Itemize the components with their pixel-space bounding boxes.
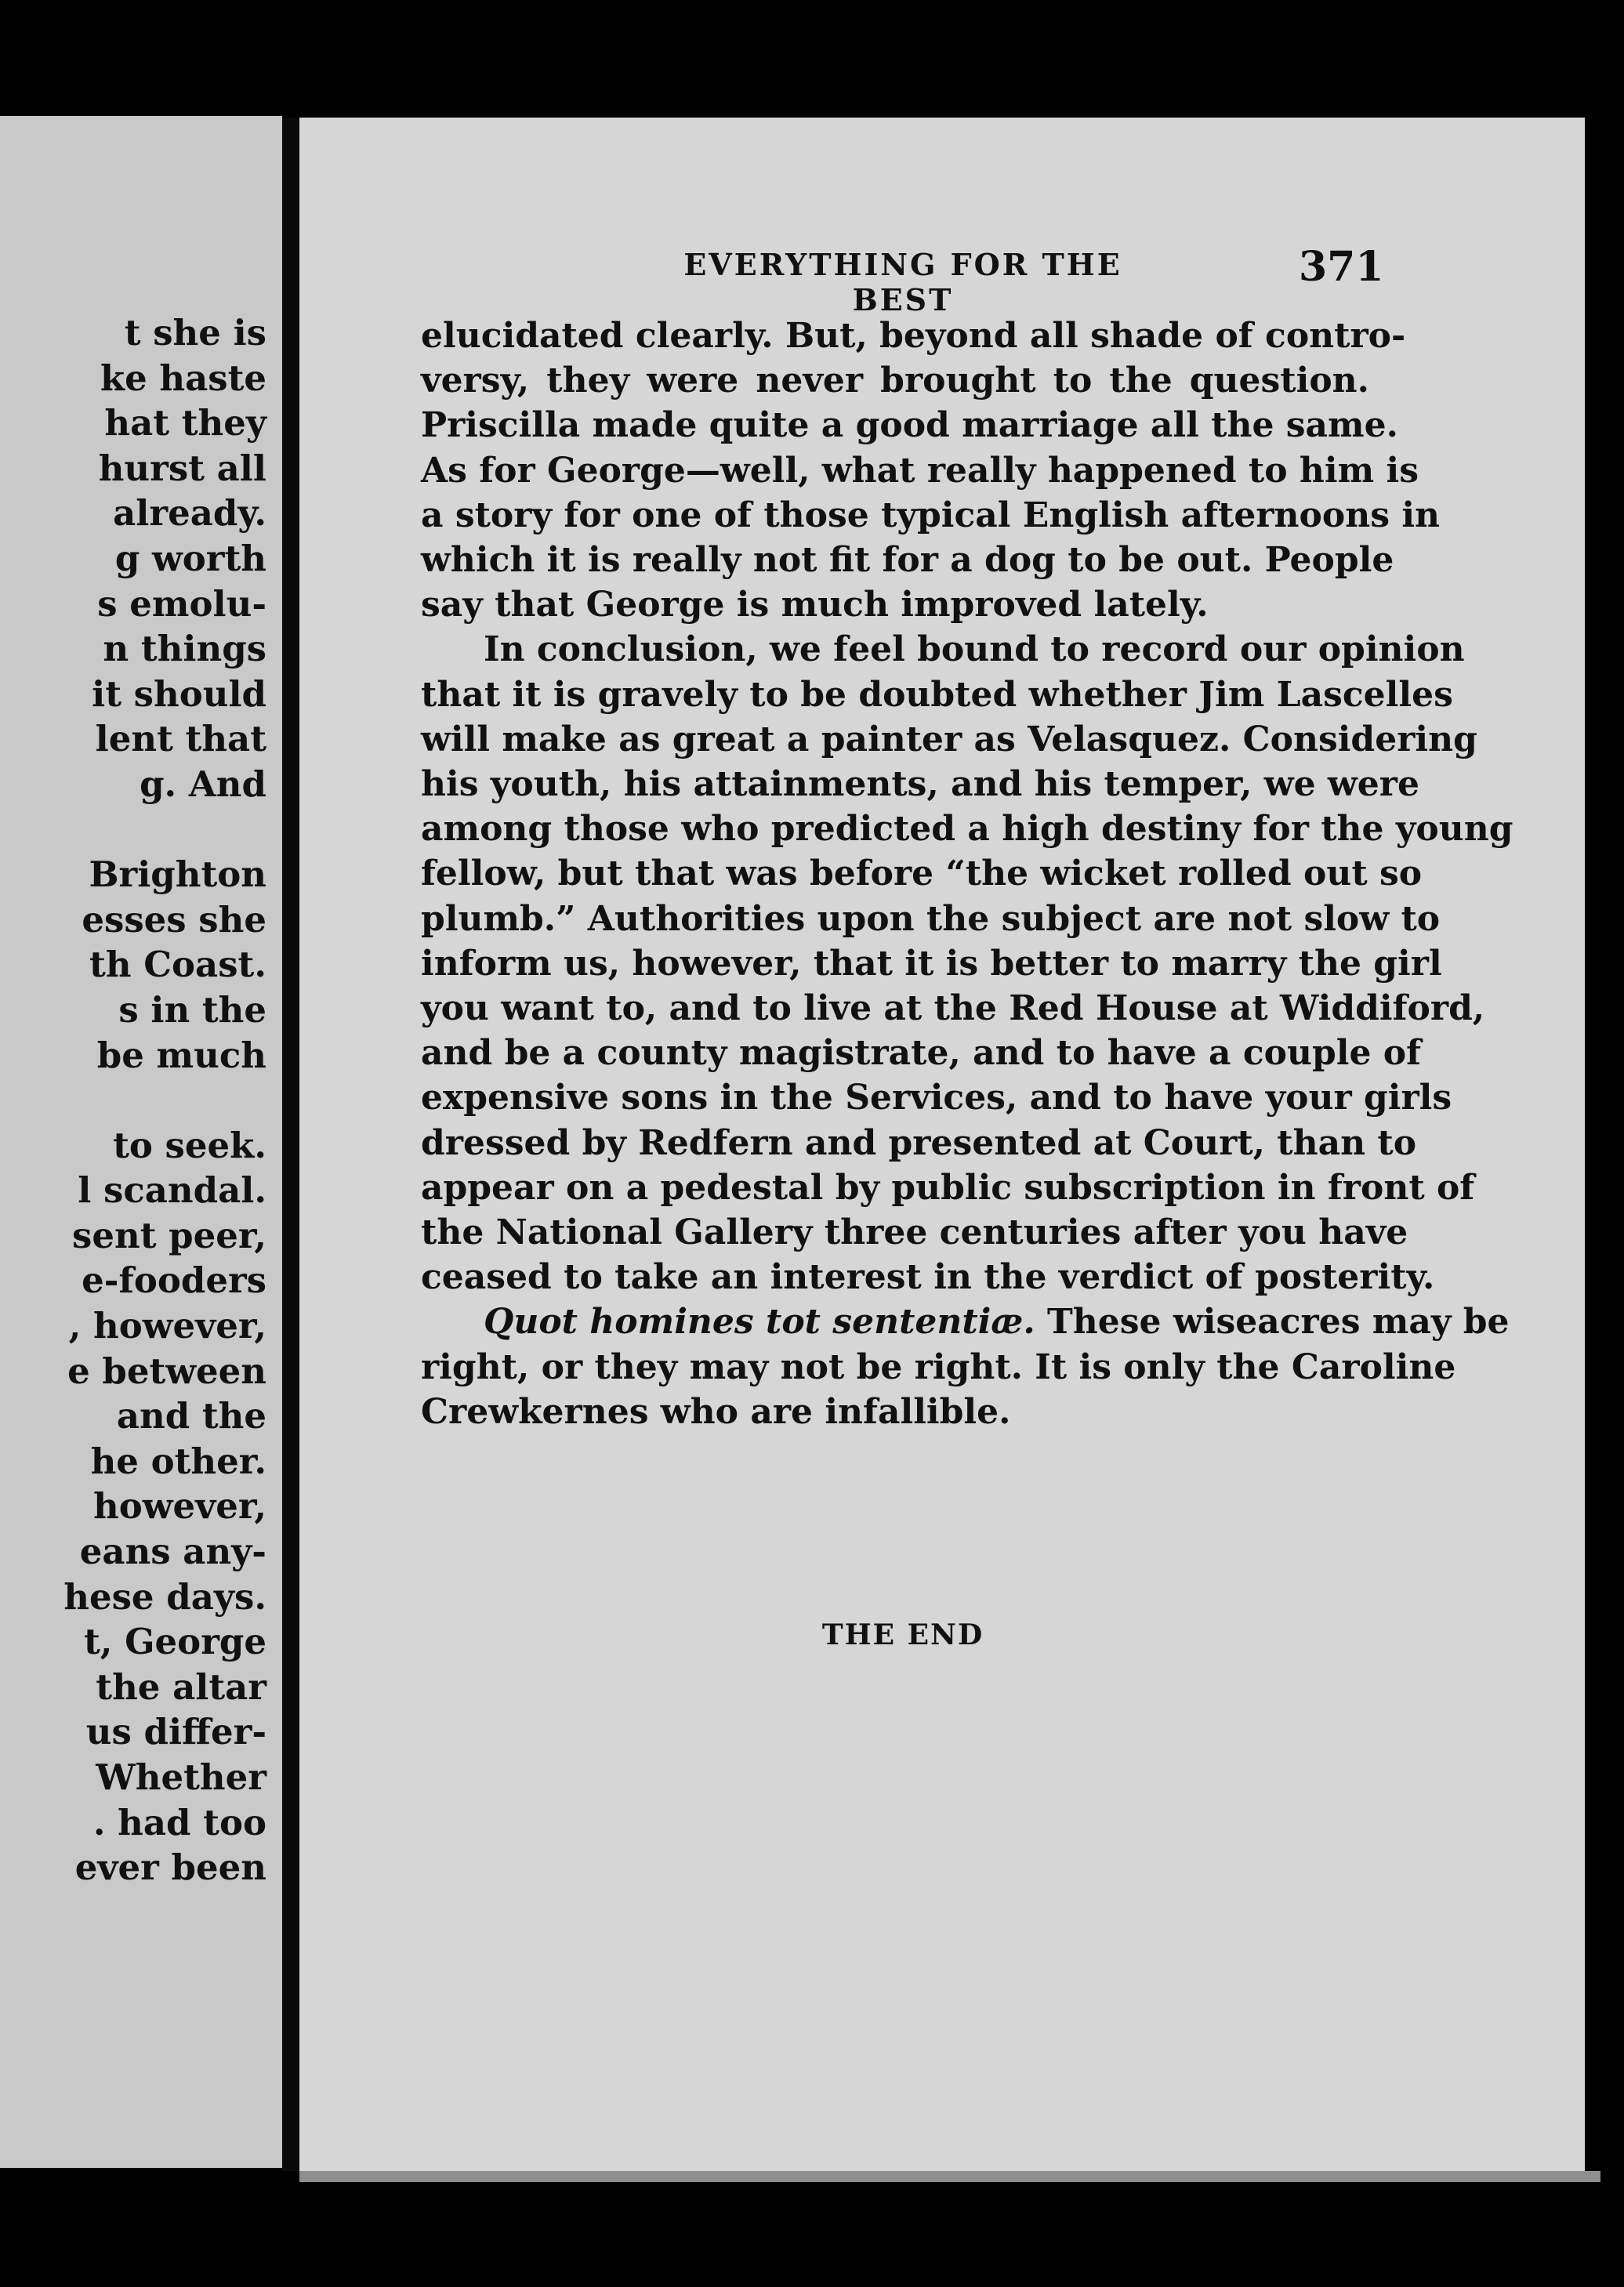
text-line: among those who predicted a high destiny for the young [421,809,1513,850]
body-text [421,314,1513,1434]
text-line: expensive sons in the Services, and to have your girls [421,1078,1452,1118]
facing-line: , however, [68,1305,266,1347]
text-line: appear on a pedestal by public subscription in front of [421,1167,1475,1208]
facing-line: Brighton [89,854,266,896]
facing-line: hurst all [98,447,266,489]
text-line: plumb.” Authorities upon the subject are not slow to [421,898,1441,939]
facing-line: lent that [95,718,266,760]
facing-line: the altar [96,1665,266,1708]
facing-line: us differ- [85,1711,266,1753]
facing-line: e between [67,1350,266,1392]
latin-phrase: Quot homines tot sententiæ. [484,1302,1035,1343]
paragraph-1 [421,314,1441,627]
text-line: a story for one of those typical English afternoons in [421,495,1441,535]
text-line: versy, they were never brought to the question. [421,361,1369,401]
facing-line: s in the [118,988,266,1031]
facing-line: s emolu- [97,582,266,625]
facing-line [63,1078,266,1123]
text-line: the National Gallery three centuries after you have [421,1212,1408,1253]
facing-line: hat they [104,402,266,444]
facing-line: to seek. [113,1124,266,1166]
facing-line: Whether [96,1756,266,1798]
book-gutter [282,118,299,2171]
text-line: In conclusion, we feel bound to record our opinion [484,629,1465,670]
text-line: and be a county magistrate, and to have a couple of [421,1033,1422,1074]
paragraph-2 [421,627,1513,1299]
text-line: inform us, however, that it is better to marry the girl [421,943,1442,984]
facing-line: t she is [124,312,266,353]
text-line: which it is really not fit for a dog to be out. People [421,540,1394,581]
facing-line: n things [103,628,266,670]
facing-line: ke haste [100,357,266,399]
facing-line: th Coast. [89,944,266,986]
facing-line: hese days. [63,1575,266,1618]
text-line: fellow, but that was before “the wicket rolled out so [421,854,1423,894]
facing-line: esses she [82,898,266,941]
facing-line [63,807,266,853]
the-end-mark: THE END [821,1618,984,1651]
facing-line: . had too [92,1801,266,1843]
facing-line: already. [113,492,266,535]
text-line: ceased to take an interest in the verdict of posterity. [421,1257,1435,1298]
facing-line: however, [93,1485,266,1528]
facing-line: l scandal. [78,1169,266,1212]
text-line: elucidated clearly. But, beyond all shade of contro- [421,316,1406,356]
page [299,118,1585,2171]
text-line [421,1299,1510,1344]
text-line: Crewkernes who are infallible. [421,1391,1011,1432]
facing-page-left [0,116,282,2168]
text-line: his youth, his attainments, and his temper, we were [421,764,1419,805]
paragraph-3 [421,1299,1510,1434]
facing-line: g. And [140,763,266,805]
facing-line: g worth [114,537,266,579]
running-header: EVERYTHING FOR THE BEST [683,247,1122,317]
facing-line: ever been [74,1847,266,1889]
text-line: say that George is much improved lately. [421,585,1209,625]
page-number: 371 [1299,243,1384,291]
facing-line: e-fooders [82,1259,266,1302]
text-run: These wiseacres may be [1035,1302,1510,1343]
text-line: will make as great a painter as Velasquez. Considering [421,719,1477,759]
text-line: Priscilla made quite a good marriage all the same. [421,405,1398,446]
facing-line: eans any- [79,1531,266,1573]
text-line: dressed by Redfern and presented at Court, than to [421,1122,1417,1163]
facing-line: be much [96,1034,266,1076]
text-line: that it is gravely to be doubted whether Jim Lascelles [421,674,1453,715]
text-line: As for George—well, what really happened to him is [421,450,1419,491]
facing-line: sent peer, [72,1214,266,1256]
text-line: right, or they may not be right. It is only the Caroline [421,1346,1456,1387]
facing-line: and the [116,1395,266,1437]
facing-page-text [63,310,266,1890]
facing-line: it should [92,672,266,715]
page-edge [299,2171,1600,2182]
facing-line: he other. [90,1440,266,1482]
text-line: you want to, and to live at the Red House at Widdiford, [421,988,1485,1029]
facing-line: t, George [84,1621,266,1663]
